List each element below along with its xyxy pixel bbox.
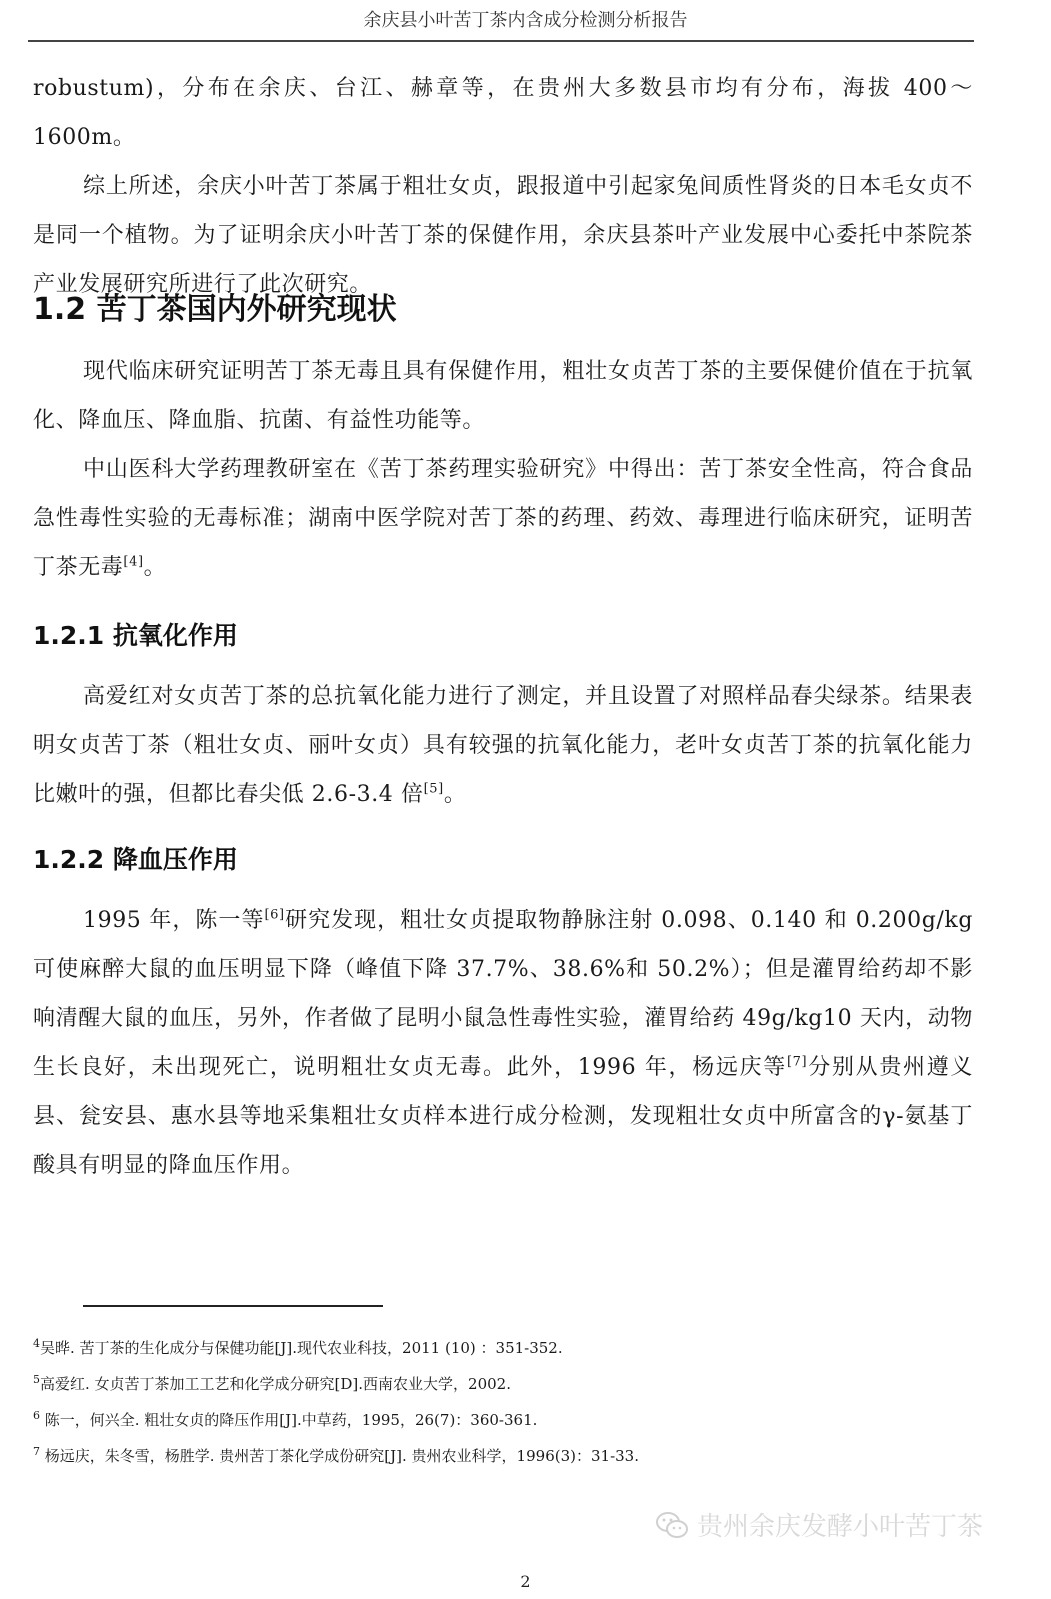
intro-block (33, 64, 973, 309)
citation-ref: [4] (123, 554, 144, 570)
watermark (655, 1506, 983, 1543)
section-1-2-1-body (33, 672, 973, 819)
section-1-2-paragraph-1: 现代临床研究证明苦丁茶无毒且具有保健作用，粗壮女贞苦丁茶的主要保健价值在于抗氧化、降血压、降血脂、抗菌、有益性功能等。 (33, 359, 973, 433)
footnote-rule (83, 1305, 383, 1307)
wechat-icon (655, 1510, 689, 1540)
paragraph-text: 研究发现，粗壮女贞提取物静脉注射 0.098、0.140 和 0.200g/kg 可使麻醉大鼠的血压明显下降（峰值下降 37.7%、38.6%和 50.2%）；但是灌胃给药却不影响清醒大鼠的血压，另外，作者做了昆明小鼠急性毒性实验，灌胃给药 49g/kg10 天内，动物生长良好，未出现死亡，说明粗壮女贞无毒。此外，1996 年，杨远庆等 (33, 908, 974, 1080)
section-title-1-2: 1.2 苦丁茶国内外研究现状 (33, 292, 397, 327)
paragraph-text: 分别从贵州遵义县、瓮安县、惠水县等地采集粗壮女贞样本进行成分检测，发现粗壮女贞中所富含的γ-氨基丁酸具有明显的降血压作用。 (33, 1055, 973, 1178)
footnotes (33, 1330, 993, 1474)
footnote-number: 7 (33, 1445, 40, 1458)
section-1-2-paragraph-2 (33, 445, 973, 592)
footnote-text: 陈一，何兴全. 粗壮女贞的降压作用[J].中草药，1995，26(7)：360-361. (40, 1411, 538, 1429)
intro-paragraph: 综上所述，余庆小叶苦丁茶属于粗壮女贞，跟报道中引起家兔间质性肾炎的日本毛女贞不是同一个植物。为了证明余庆小叶苦丁茶的保健作用，余庆县茶叶产业发展中心委托中茶院茶产业发展研究所进行了此次研究。 (33, 174, 973, 297)
footnote-7 (33, 1438, 993, 1474)
paragraph-end: 。 (443, 782, 467, 807)
citation-ref: [6] (264, 907, 285, 923)
citation-ref: [5] (423, 781, 444, 797)
footnote-text: 吴晔. 苦丁茶的生化成分与保健功能[J].现代农业科技，2011 (10) ：351-352. (40, 1339, 563, 1357)
paragraph-end: 。 (143, 555, 167, 580)
section-1-2-body (33, 347, 973, 592)
intro-line: robustum)，分布在余庆、台江、赫章等，在贵州大多数县市均有分布，海拔 400～1600m。 (33, 76, 973, 150)
section-1-2-2-paragraph (33, 896, 973, 1190)
footnote-text: 杨远庆，朱冬雪，杨胜学. 贵州苦丁茶化学成份研究[J]. 贵州农业科学，1996(3)：31-33. (40, 1447, 639, 1465)
section-1-2-2-body (33, 896, 973, 1190)
section-1-2-1-paragraph (33, 672, 973, 819)
footnote-6 (33, 1402, 993, 1438)
citation-ref: [7] (786, 1054, 808, 1070)
running-header: 余庆县小叶苦丁茶内含成分检测分析报告 (363, 10, 688, 31)
footnote-text: 高爱红. 女贞苦丁茶加工工艺和化学成分研究[D].西南农业大学，2002. (40, 1375, 511, 1393)
section-title-1-2-2: 1.2.2 降血压作用 (33, 845, 238, 874)
paragraph-text: 高爱红对女贞苦丁茶的总抗氧化能力进行了测定，并且设置了对照样品春尖绿茶。结果表明女贞苦丁茶（粗壮女贞、丽叶女贞）具有较强的抗氧化能力，老叶女贞苦丁茶的抗氧化能力比嫩叶的强，但都比春尖低 2.6-3.4 倍 (33, 684, 973, 807)
page-number: 2 (520, 1572, 531, 1591)
paragraph-text: 1995 年，陈一等 (83, 908, 265, 933)
header-rule (28, 40, 974, 42)
footnote-number: 5 (33, 1373, 40, 1386)
paragraph-text: 中山医科大学药理教研室在《苦丁茶药理实验研究》中得出：苦丁茶安全性高，符合食品急性毒性实验的无毒标准；湖南中医学院对苦丁茶的药理、药效、毒理进行临床研究，证明苦丁茶无毒 (33, 457, 973, 580)
section-title-1-2-1: 1.2.1 抗氧化作用 (33, 621, 238, 650)
footnote-number: 4 (33, 1337, 40, 1350)
footnote-number: 6 (33, 1409, 40, 1422)
watermark-text: 贵州余庆发酵小叶苦丁茶 (697, 1512, 984, 1542)
footnote-5 (33, 1366, 993, 1402)
footnote-4 (33, 1330, 993, 1366)
